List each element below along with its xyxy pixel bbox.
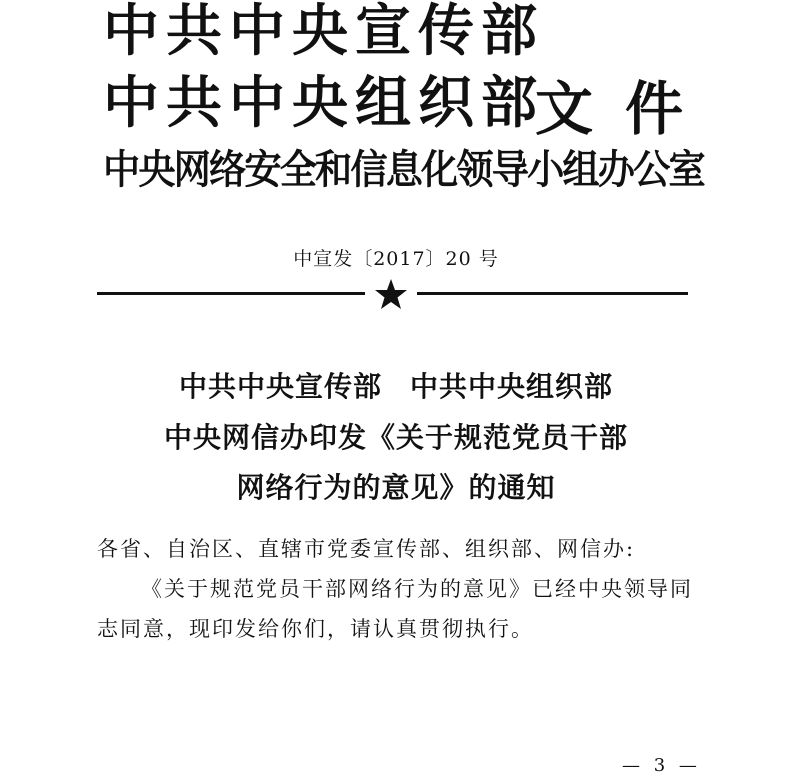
document-title-line-3: 网络行为的意见》的通知	[236, 471, 556, 504]
separator-rule-right	[417, 292, 688, 295]
star-icon	[374, 278, 408, 310]
issuer-line-propaganda: 中共中央宣传部	[103, 0, 544, 64]
document-number: 中宣发〔2017〕20 号	[293, 248, 499, 270]
salutation: 各省、自治区、直辖市党委宣传部、组织部、网信办:	[97, 537, 636, 561]
page-number: — 3 —	[622, 755, 701, 776]
issuer-line-organization: 中共中央组织部	[103, 71, 544, 136]
body-paragraph-line-1: 《关于规范党员干部网络行为的意见》已经中央领导同	[141, 577, 693, 601]
document-title-line-1	[0, 370, 792, 403]
body-paragraph-line-2: 志同意，现印发给你们，请认真贯彻执行。	[97, 617, 534, 641]
document-type-label: 文件	[535, 75, 716, 143]
title-issuer-organization: 中共中央组织部	[410, 370, 614, 403]
document-title-line-2: 中央网信办印发《关于规范党员干部	[163, 421, 628, 454]
title-issuer-propaganda: 中共中央宣传部	[178, 370, 382, 403]
separator-rule-left	[97, 292, 365, 295]
issuer-line-cyberspace-office: 中央网络安全和信息化领导小组办公室	[103, 147, 704, 193]
